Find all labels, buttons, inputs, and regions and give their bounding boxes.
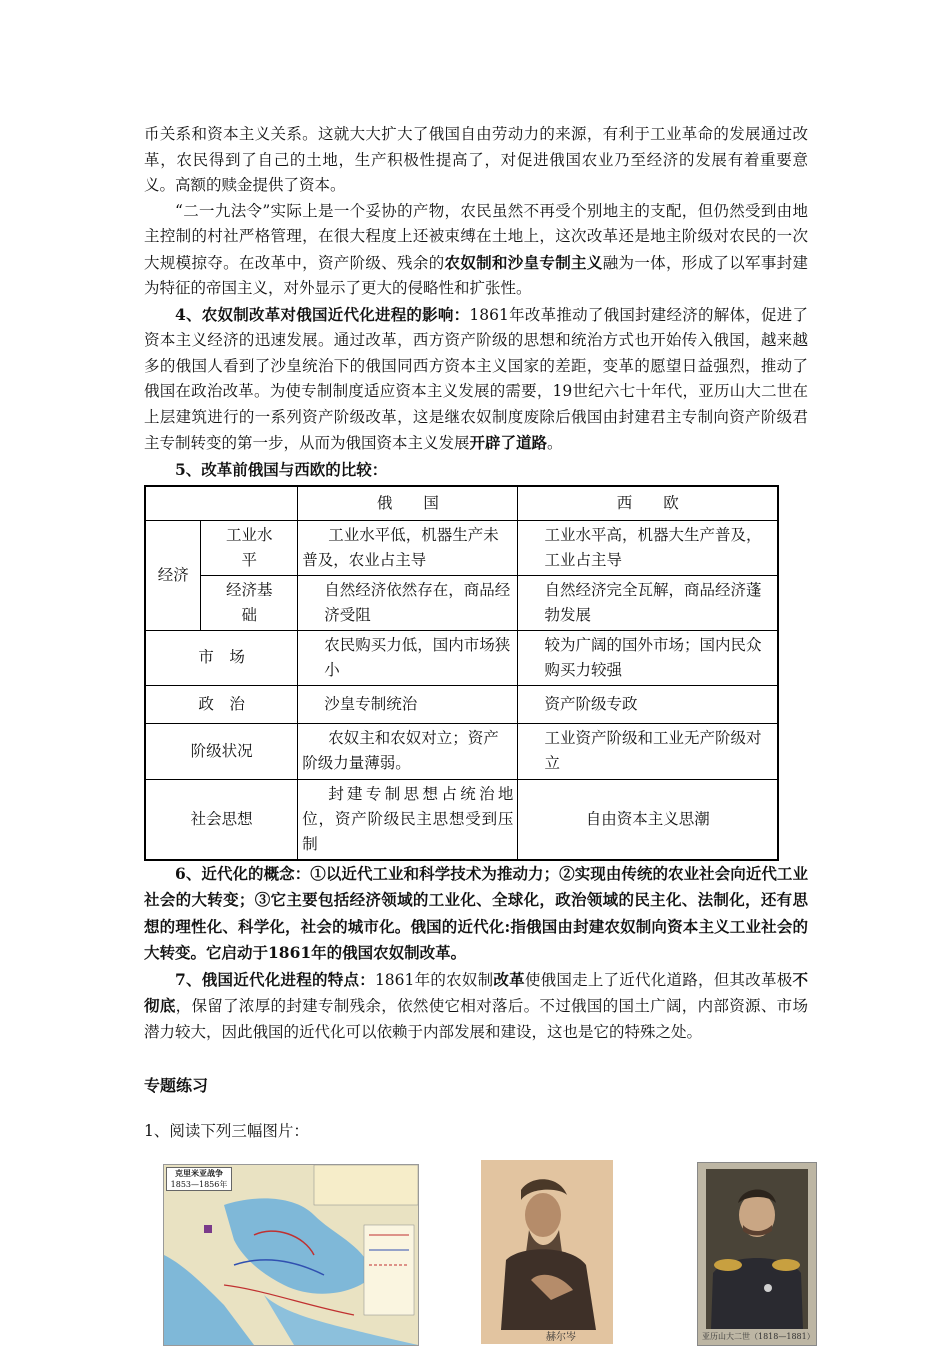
portrait-graphic (481, 1160, 613, 1344)
section-title: 专题练习 (144, 1076, 209, 1095)
p6-text-c: 使俄国走上了近代化道路，但其改革极 (524, 970, 793, 989)
p6-bold-1: 改革 (493, 969, 525, 989)
p6-heading: 7、俄国近代化进程的特点： (175, 969, 375, 989)
map-title: 克里米亚战争 (175, 1168, 223, 1178)
p2-text-a: “二一九法令”实际上是一个妥协的产物，农民虽然不再受个别地主的支配，但仍然受到由地主控制的村社严格管理，在很大程度上还被束缚在土地上，这次改革还是地主阶级对农民的一次大规模掠夺。在改革中，资产阶级、残余的 (144, 201, 808, 272)
p6-text-d: ，保留了浓厚的封建专制残余，依然使它相对落后。不过俄国的国土广阔，内部资源、市场潜力较大，因此俄国的近代化可以依赖于内部发展和建设，这也是它的特殊之处。 (144, 997, 808, 1041)
paragraph-1: 币关系和资本主义关系。这就大大扩大了俄国自由劳动力的来源，有利于工业革命的发展通过改革，农民得到了自己的土地，生产积极性提高了，对促进俄国农业乃至经济的发展有着重要意义。高额的赎金提供了资本。 (144, 125, 808, 194)
p3-end: 。 (547, 434, 563, 452)
map-years: 1853—1856年 (170, 1180, 228, 1189)
comparison-table (144, 485, 779, 861)
industry-west: 工业水平高，机器大生产普及，工业占主导 (518, 520, 778, 575)
alexander-ii-portrait (697, 1162, 817, 1346)
paragraph-6 (144, 967, 808, 1046)
question-1: 1、阅读下列三幅图片： (144, 1121, 309, 1140)
paragraph-4-heading (144, 457, 808, 484)
base-west: 自然经济完全瓦解，商品经济蓬勃发展 (518, 575, 778, 630)
table-row (145, 723, 778, 779)
table-header-row (145, 486, 778, 520)
class-label: 阶级状况 (145, 723, 298, 779)
map-graphic (164, 1165, 418, 1345)
p3-heading: 4、农奴制改革对俄国近代化进程的影响： (175, 304, 470, 324)
thought-label: 社会思想 (145, 779, 298, 860)
thought-west: 自由资本主义思潮 (518, 779, 778, 860)
figures-row (0, 1160, 950, 1344)
map-title-box (166, 1167, 232, 1191)
crimean-war-map (163, 1164, 419, 1346)
p5-bold: 6、近代化的概念：①以近代工业和科学技术为推动力；②实现由传统的农业社会向近代工业社会的大转变；③它主要包括经济领域的工业化、全球化，政治领域的民主化、法制化，还有思想的理性化、科学化，社会的城市化。俄国的近代化:指俄国由封建农奴制向资本主义工业社会的大转变。它启动于1861年的俄国农奴制改革。 (144, 863, 808, 962)
industry-label: 工业水平 (201, 520, 298, 575)
table-row (145, 685, 778, 723)
p4-bold: 5、改革前俄国与西欧的比较： (175, 459, 388, 479)
alexander-caption: 亚历山大二世（1818—1881） (702, 1332, 815, 1341)
paragraph-5 (144, 861, 808, 967)
paragraph-3 (144, 302, 808, 457)
document-body (144, 122, 808, 1144)
p2-text-b: 融为一体，形成了以军事封建为特征的帝国主义，对外显示了更大的侵略性和扩张性。 (144, 253, 808, 297)
table-corner-cell (145, 486, 298, 520)
header-west-europe: 西 欧 (518, 486, 778, 520)
economy-label: 经济 (145, 520, 201, 630)
p6-bold-2: 不彻底 (144, 969, 808, 1015)
table-row (145, 779, 778, 860)
industry-russia: 工业水平低，机器生产未普及，农业占主导 (298, 520, 518, 575)
market-label: 市 场 (145, 630, 298, 685)
politics-west: 资产阶级专政 (518, 685, 778, 723)
thought-russia: 封建专制思想占统治地位，资产阶级民主思想受到压制 (298, 779, 518, 860)
base-russia: 自然经济依然存在，商品经济受阻 (298, 575, 518, 630)
class-west: 工业资产阶级和工业无产阶级对立 (518, 723, 778, 779)
p3-bold-tail: 开辟了道路 (469, 433, 548, 452)
class-russia: 农奴主和农奴对立；资产阶级力量薄弱。 (298, 723, 518, 779)
p2-bold: 农奴制和沙皇专制主义 (444, 252, 603, 272)
herzen-caption: 赫尔岑 (546, 1332, 576, 1343)
herzen-portrait (481, 1160, 613, 1344)
header-russia: 俄 国 (298, 486, 518, 520)
p6-text-a: 1861年的农奴制 (374, 970, 494, 989)
portrait-graphic-2 (698, 1163, 816, 1345)
table-row (145, 630, 778, 685)
market-west: 较为广阔的国外市场；国内民众购买力较强 (518, 630, 778, 685)
base-label: 经济基础 (201, 575, 298, 630)
paragraph-2 (144, 199, 808, 302)
politics-label: 政 治 (145, 685, 298, 723)
p3-body: 1861年改革推动了俄国封建经济的解体，促进了资本主义经济的迅速发展。通过改革，西方资产阶级的思想和统治方式也开始传入俄国，越来越多的俄国人看到了沙皇统治下的俄国同西方资本主义国家的差距，变革的愿望日益强烈，推动了俄国在政治改革。为使专制制度适应资本主义发展的需要，19世纪六七十年代，亚历山大二世在上层建筑进行的一系列资产阶级改革，这是继农奴制度废除后俄国由封建君主专制向资产阶级君主专制转变的第一步，从而为俄国资本主义发展 (144, 305, 808, 452)
table-row (145, 520, 778, 575)
market-russia: 农民购买力低，国内市场狭小 (298, 630, 518, 685)
politics-russia: 沙皇专制统治 (298, 685, 518, 723)
table-row (145, 575, 778, 630)
